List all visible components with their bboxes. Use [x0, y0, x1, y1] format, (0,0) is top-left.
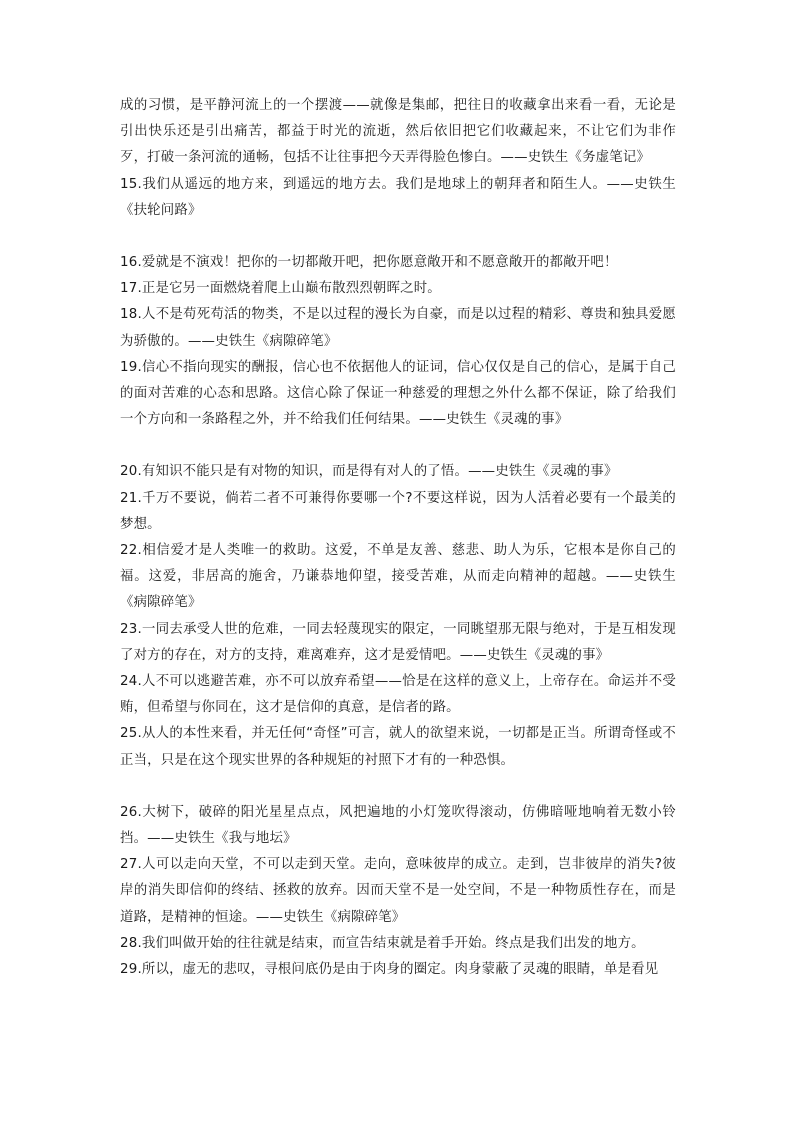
paragraph-23: 23.一同去承受人世的危难，一同去轻蔑现实的限定，一同眺望那无限与绝对，于是互相发现了对方的存在，对方的支持，难离难弃，这才是爱情吧。——史铁生《灵魂的事》	[120, 621, 676, 663]
paragraph-continuation: 成的习惯，是平静河流上的一个摆渡——就像是集邮，把往日的收藏拿出来看一看，无论是引出快乐还是引出痛苦，都益于时光的流逝，然后依旧把它们收藏起来，不让它们为非作歹，打破一条河流的通畅，包括不让往事把今天弄得脸色惨白。——史铁生《务虚笔记》	[120, 98, 676, 166]
paragraph-29: 29.所以，虚无的悲叹，寻根问底仍是由于肉身的圈定。肉身蒙蔽了灵魂的眼睛，单是看见	[120, 962, 659, 978]
paragraph-gap	[120, 224, 676, 250]
paragraph-gap	[120, 433, 676, 459]
paragraph-28: 28.我们叫做开始的往往就是结束，而宣告结束就是着手开始。终点是我们出发的地方。	[120, 935, 645, 951]
paragraph-21: 21.千万不要说，倘若二者不可兼得你要哪一个?不要这样说，因为人活着必要有一个最美的梦想。	[120, 490, 676, 532]
paragraph-16: 16.爱就是不演戏！把你的一切都敞开吧，把你愿意敞开和不愿意敞开的都敞开吧！	[120, 255, 618, 271]
paragraph-17: 17.正是它另一面燃烧着爬上山巅布散烈烈朝晖之时。	[120, 281, 441, 297]
paragraph-gap	[120, 774, 676, 800]
paragraph-20: 20.有知识不能只是有对物的知识，而是得有对人的了悟。——史铁生《灵魂的事》	[120, 464, 618, 480]
document-body	[120, 93, 676, 983]
paragraph-26: 26.大树下，破碎的阳光星星点点，风把遍地的小灯笼吹得滚动，仿佛暗哑地响着无数小铃挡。——史铁生《我与地坛》	[120, 804, 676, 847]
paragraph-22: 22.相信爱才是人类唯一的救助。这爱，不单是友善、慈悲、助人为乐，它根本是你自己的福。这爱，非居高的施舍，乃谦恭地仰望，接受苦难，从而走向精神的超越。——史铁生《病隙碎笔》	[120, 543, 676, 611]
paragraph-15: 15.我们从遥远的地方来，到遥远的地方去。我们是地球上的朝拜者和陌生人。——史铁生《扶轮问路》	[120, 176, 676, 218]
paragraph-18: 18.人不是苟死苟活的物类，不是以过程的漫长为自豪，而是以过程的精彩、尊贵和独具爱愿为骄傲的。——史铁生《病隙碎笔》	[120, 307, 676, 349]
paragraph-24: 24.人不可以逃避苦难，亦不可以放弃希望——恰是在这样的意义上，上帝存在。命运并不受贿，但希望与你同在，这才是信仰的真意，是信者的路。	[120, 674, 676, 716]
paragraph-19: 19.信心不指向现实的酬报，信心也不依据他人的证词，信心仅仅是自己的信心，是属于自己的面对苦难的心态和思路。这信心除了保证一种慈爱的理想之外什么都不保证，除了给我们一个方向和一条路程之外，并不给我们任何结果。——史铁生《灵魂的事》	[120, 359, 676, 428]
paragraph-27: 27.人可以走向天堂，不可以走到天堂。走向，意味彼岸的成立。走到，岂非彼岸的消失?彼岸的消失即信仰的终结、拯救的放弃。因而天堂不是一处空间，不是一种物质性存在，而是道路，是精神的恒途。——史铁生《病隙碎笔》	[120, 857, 676, 925]
paragraph-25: 25.从人的本性来看，并无任何“奇怪”可言，就人的欲望来说，一切都是正当。所谓奇怪或不正当，只是在这个现实世界的各种规矩的衬照下才有的一种恐惧。	[120, 726, 676, 768]
